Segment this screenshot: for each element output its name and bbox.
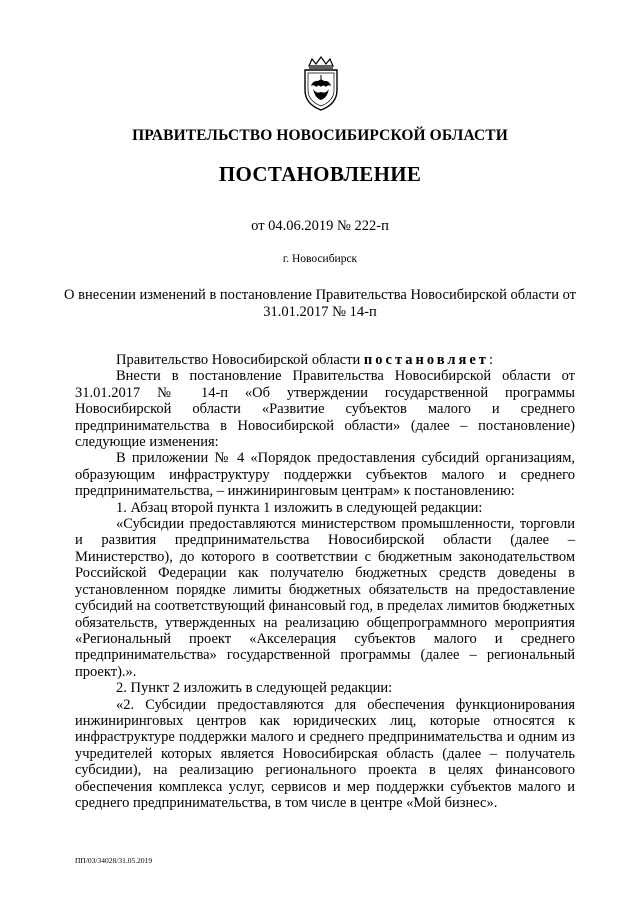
document-type: ПОСТАНОВЛЕНИЕ bbox=[218, 162, 422, 186]
body-paragraph: 1. Абзац второй пункта 1 изложить в следующей редакции: bbox=[116, 499, 483, 516]
document-subject: О внесении изменений в постановление Правительства Новосибирской области от 31.01.2017 № 14-п bbox=[64, 287, 576, 320]
intro-paragraph bbox=[75, 352, 575, 368]
coat-of-arms-icon bbox=[299, 56, 343, 112]
body-paragraph: 2. Пункт 2 изложить в следующей редакции: bbox=[116, 680, 393, 697]
intro-colon: : bbox=[488, 352, 493, 368]
date-and-number: от 04.06.2019 № 222-п bbox=[251, 218, 389, 234]
body-paragraph: Внести в постановление Правительства Новосибирской области от 31.01.2017 № 14-п «Об утверждении государственной программы Новосибирской области «Развитие субъектов малого и среднего предпринимательства в Новосибирской области» (далее – постановление) следующие изменения: bbox=[75, 368, 575, 451]
resolves-keyword: постановляет bbox=[363, 352, 489, 368]
body-paragraph: В приложении № 4 «Порядок предоставления субсидий организациям, образующим инфраструктуру поддержки субъектов малого и среднего предпринимательства, – инжиниринговым центрам» к постановлению: bbox=[75, 450, 575, 500]
intro-text: Правительство Новосибирской области bbox=[116, 352, 364, 368]
document-body bbox=[75, 352, 575, 811]
government-title: ПРАВИТЕЛЬСТВО НОВОСИБИРСКОЙ ОБЛАСТИ bbox=[132, 127, 508, 144]
document-footer-code: ПП/03/34028/31.05.2019 bbox=[75, 856, 153, 865]
body-paragraph: «Субсидии предоставляются министерством промышленности, торговли и развития предпринимательства Новосибирской области (далее – Министерство), до которого в соответствии с бюджетным законодательством Российской Федерации как получателю бюджетных средств доведены в установленном порядке лимиты бюджетных обязательств на предоставление субсидий на соответствующий финансовый год, в пределах лимитов бюджетных обязательств, утвержденных на реализацию общепрограммного мероприятия «Региональный проект «Акселерация субъектов малого и среднего предпринимательства» государственной программы (далее – региональный проект).». bbox=[75, 516, 575, 680]
city: г. Новосибирск bbox=[282, 253, 358, 265]
body-paragraph: «2. Субсидии предоставляются для обеспечения функционирования инжиниринговых центров как юридических лиц, которые относятся к инфраструктуре поддержки малого и среднего предпринимательства и одним из учредителей которых является Новосибирская область (далее – получатель субсидии), на реализацию регионального проекта в целях финансового обеспечения комплекса услуг, сервисов и мер поддержки субъектов малого и среднего предпринимательства, в том числе в центре «Мой бизнес». bbox=[75, 696, 575, 811]
